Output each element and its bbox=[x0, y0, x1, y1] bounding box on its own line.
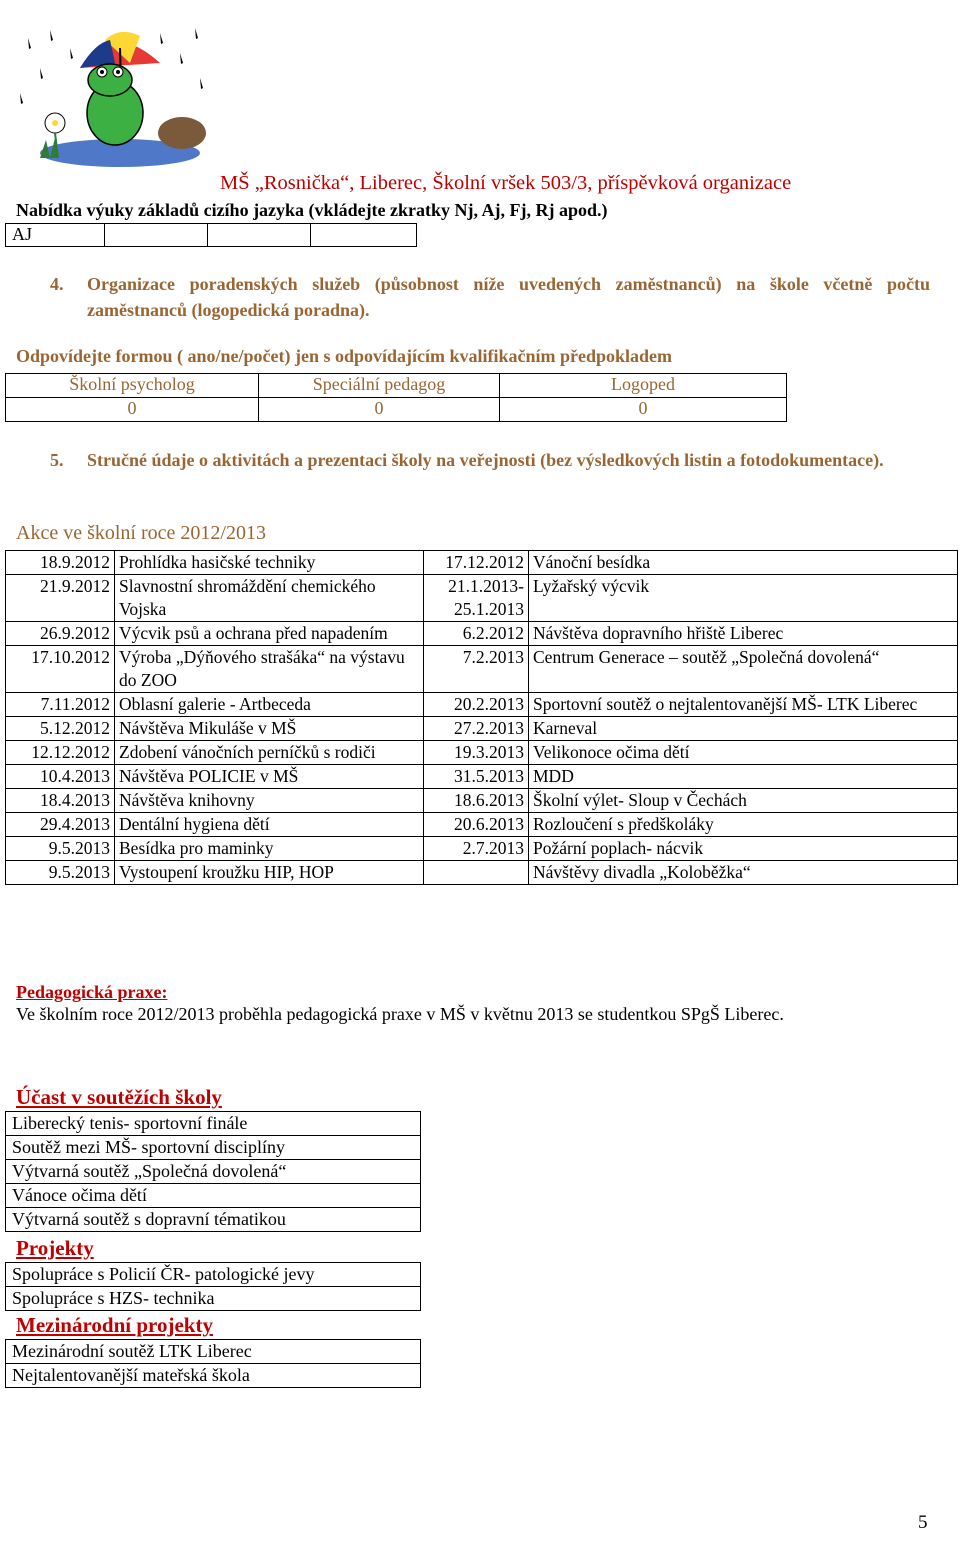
competitions-title: Účast v soutěžích školy bbox=[16, 1085, 222, 1109]
table-row bbox=[6, 789, 958, 813]
projects-title: Projekty bbox=[16, 1236, 94, 1260]
language-cell bbox=[105, 224, 208, 247]
event-date: 18.4.2013 bbox=[6, 789, 115, 813]
event-date: 27.2.2013 bbox=[424, 717, 529, 741]
list-item: Výtvarná soutěž „Společná dovolená“ bbox=[6, 1160, 421, 1184]
list-item: Soutěž mezi MŠ- sportovní disciplíny bbox=[6, 1136, 421, 1160]
event-name: Besídka pro maminky bbox=[115, 837, 424, 861]
event-date: 26.9.2012 bbox=[6, 622, 115, 646]
event-name: Lyžařský výcvik bbox=[529, 575, 958, 622]
event-date bbox=[424, 861, 529, 885]
list-item: Spolupráce s Policií ČR- patologické jevy bbox=[6, 1263, 421, 1287]
section-text: Stručné údaje o aktivitách a prezentaci školy na veřejnosti (bez výsledkových listin a fotodokumentace). bbox=[87, 450, 884, 470]
staff-table bbox=[5, 373, 787, 422]
staff-header: Speciální pedagog bbox=[259, 374, 500, 398]
event-date: 21.9.2012 bbox=[6, 575, 115, 622]
event-date: 21.1.2013- 25.1.2013 bbox=[424, 575, 529, 622]
organization-title: MŠ „Rosnička“, Liberec, Školní vršek 503/3, příspěvková organizace bbox=[220, 172, 792, 194]
event-date: 7.2.2013 bbox=[424, 646, 529, 693]
section-number: 4. bbox=[50, 274, 64, 294]
language-cell bbox=[311, 224, 417, 247]
list-item: Mezinárodní soutěž LTK Liberec bbox=[6, 1340, 421, 1364]
event-date: 18.6.2013 bbox=[424, 789, 529, 813]
table-row bbox=[6, 717, 958, 741]
event-date: 6.2.2012 bbox=[424, 622, 529, 646]
event-name: Návštěva knihovny bbox=[115, 789, 424, 813]
event-date: 17.12.2012 bbox=[424, 551, 529, 575]
event-name: Velikonoce očima dětí bbox=[529, 741, 958, 765]
staff-header: Školní psycholog bbox=[6, 374, 259, 398]
intl-projects-title: Mezinárodní projekty bbox=[16, 1313, 213, 1337]
language-table bbox=[5, 223, 417, 247]
event-date: 31.5.2013 bbox=[424, 765, 529, 789]
event-name: Vánoční besídka bbox=[529, 551, 958, 575]
event-name: Vystoupení kroužku HIP, HOP bbox=[115, 861, 424, 885]
table-row bbox=[6, 646, 958, 693]
table-row bbox=[6, 551, 958, 575]
event-name: Prohlídka hasičské techniky bbox=[115, 551, 424, 575]
event-date: 18.9.2012 bbox=[6, 551, 115, 575]
table-row bbox=[6, 813, 958, 837]
table-row bbox=[6, 622, 958, 646]
event-date: 5.12.2012 bbox=[6, 717, 115, 741]
event-name: Zdobení vánočních perníčků s rodiči bbox=[115, 741, 424, 765]
staff-instruction: Odpovídejte formou ( ano/ne/počet) jen s odpovídajícím kvalifikačním předpokladem bbox=[16, 346, 673, 366]
event-name: MDD bbox=[529, 765, 958, 789]
event-name: Výroba „Dýňového strašáka“ na výstavu do ZOO bbox=[115, 646, 424, 693]
practice-text: Ve školním roce 2012/2013 proběhla pedagogická praxe v MŠ v květnu 2013 se studentkou SPgŠ Liberec. bbox=[16, 1004, 784, 1024]
section-text: Organizace poradenských služeb (působnost níže uvedených zaměstnanců) na škole včetně počtu zaměstnanců (logopedická poradna). bbox=[87, 274, 930, 320]
event-name: Školní výlet- Sloup v Čechách bbox=[529, 789, 958, 813]
event-name: Oblasní galerie - Artbeceda bbox=[115, 693, 424, 717]
practice-title: Pedagogická praxe: bbox=[16, 982, 168, 1002]
event-date: 9.5.2013 bbox=[6, 861, 115, 885]
events-title: Akce ve školní roce 2012/2013 bbox=[16, 522, 266, 544]
event-name: Slavnostní shromáždění chemického Vojska bbox=[115, 575, 424, 622]
event-date: 20.6.2013 bbox=[424, 813, 529, 837]
event-date: 9.5.2013 bbox=[6, 837, 115, 861]
event-name: Výcvik psů a ochrana před napadením bbox=[115, 622, 424, 646]
table-row bbox=[6, 765, 958, 789]
event-name: Návštěvy divadla „Koloběžka“ bbox=[529, 861, 958, 885]
staff-value: 0 bbox=[500, 398, 787, 422]
event-date: 10.4.2013 bbox=[6, 765, 115, 789]
event-name: Požární poplach- nácvik bbox=[529, 837, 958, 861]
table-row bbox=[6, 837, 958, 861]
school-logo-frog bbox=[10, 8, 215, 176]
intl-projects-table bbox=[5, 1339, 421, 1388]
list-item: Spolupráce s HZS- technika bbox=[6, 1287, 421, 1311]
staff-value: 0 bbox=[259, 398, 500, 422]
event-name: Dentální hygiena dětí bbox=[115, 813, 424, 837]
language-cell bbox=[208, 224, 311, 247]
competitions-table bbox=[5, 1111, 421, 1232]
table-row bbox=[6, 575, 958, 622]
list-item: Výtvarná soutěž s dopravní tématikou bbox=[6, 1208, 421, 1232]
event-date: 17.10.2012 bbox=[6, 646, 115, 693]
staff-header: Logoped bbox=[500, 374, 787, 398]
staff-value: 0 bbox=[6, 398, 259, 422]
table-row bbox=[6, 693, 958, 717]
events-table bbox=[5, 550, 958, 885]
event-date: 12.12.2012 bbox=[6, 741, 115, 765]
event-name: Sportovní soutěž o nejtalentovanější MŠ- LTK Liberec bbox=[529, 693, 958, 717]
event-date: 20.2.2013 bbox=[424, 693, 529, 717]
event-date: 7.11.2012 bbox=[6, 693, 115, 717]
table-row bbox=[6, 741, 958, 765]
table-row bbox=[6, 861, 958, 885]
event-date: 19.3.2013 bbox=[424, 741, 529, 765]
event-name: Centrum Generace – soutěž „Společná dovolená“ bbox=[529, 646, 958, 693]
event-name: Návštěva POLICIE v MŠ bbox=[115, 765, 424, 789]
language-offer-intro: Nabídka výuky základů cizího jazyka (vkládejte zkratky Nj, Aj, Fj, Rj apod.) bbox=[16, 200, 608, 220]
event-name: Návštěva Mikuláše v MŠ bbox=[115, 717, 424, 741]
event-name: Rozloučení s předškoláky bbox=[529, 813, 958, 837]
page-number: 5 bbox=[918, 1512, 928, 1533]
event-date: 29.4.2013 bbox=[6, 813, 115, 837]
list-item: Liberecký tenis- sportovní finále bbox=[6, 1112, 421, 1136]
section-number: 5. bbox=[50, 450, 64, 470]
list-item: Vánoce očima dětí bbox=[6, 1184, 421, 1208]
event-date: 2.7.2013 bbox=[424, 837, 529, 861]
projects-table bbox=[5, 1262, 421, 1311]
list-item: Nejtalentovanější mateřská škola bbox=[6, 1364, 421, 1388]
language-cell: AJ bbox=[6, 224, 105, 247]
event-name: Návštěva dopravního hřiště Liberec bbox=[529, 622, 958, 646]
event-name: Karneval bbox=[529, 717, 958, 741]
